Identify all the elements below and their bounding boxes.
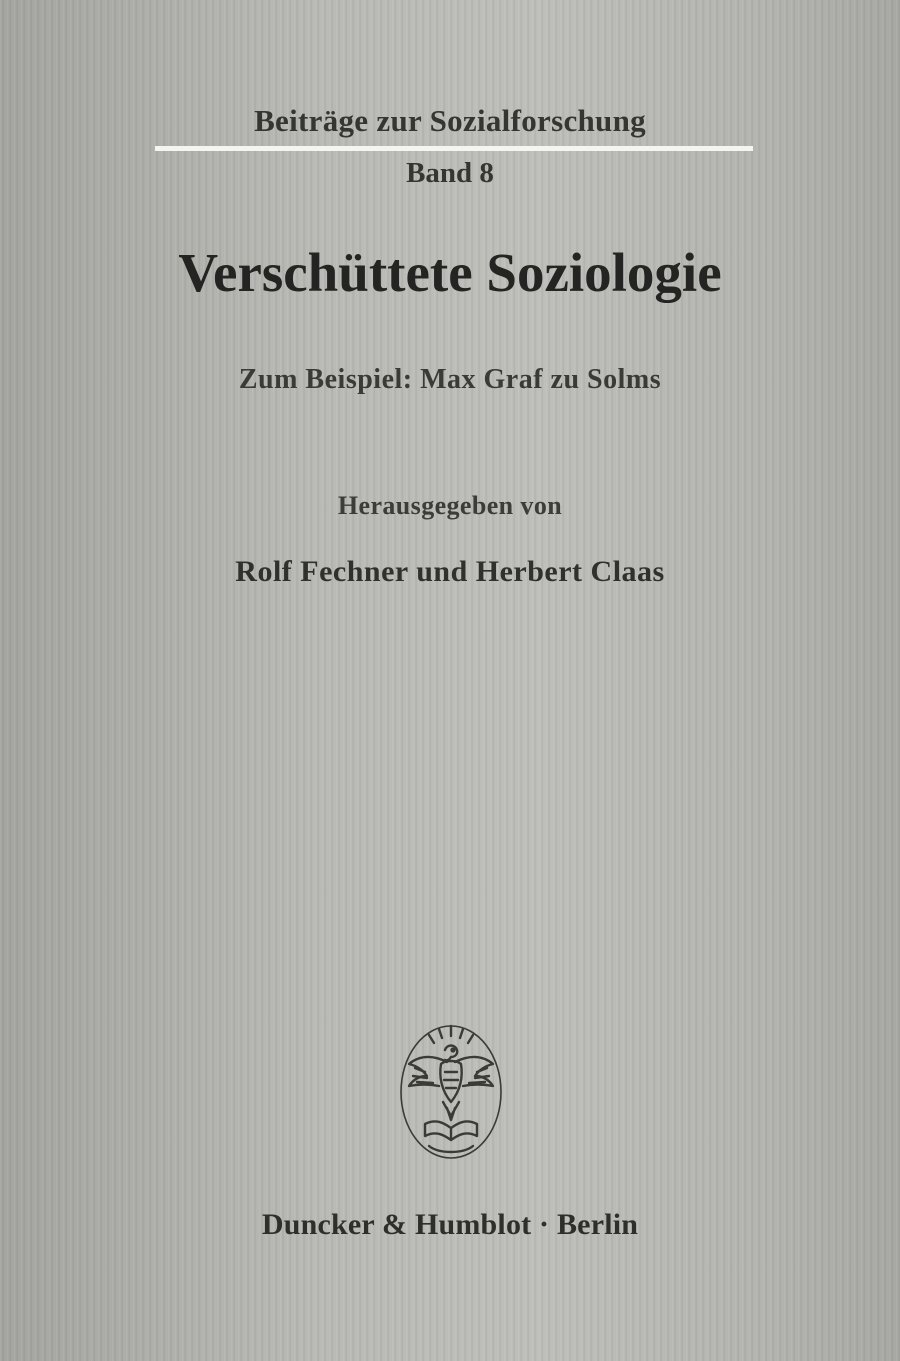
- series-volume: Band 8: [406, 157, 494, 189]
- series-title: Beiträge zur Sozialforschung: [254, 103, 646, 138]
- book-editors: Rolf Fechner und Herbert Claas: [235, 555, 665, 588]
- publisher-imprint: Duncker & Humblot · Berlin: [261, 1208, 639, 1241]
- series-divider: [155, 146, 753, 151]
- book-title: Verschüttete Soziologie: [178, 242, 722, 303]
- book-subtitle: Zum Beispiel: Max Graf zu Solms: [238, 364, 662, 395]
- edited-by-label: Herausgegeben von: [337, 491, 563, 520]
- publisher-eagle-logo-icon: [395, 1020, 507, 1162]
